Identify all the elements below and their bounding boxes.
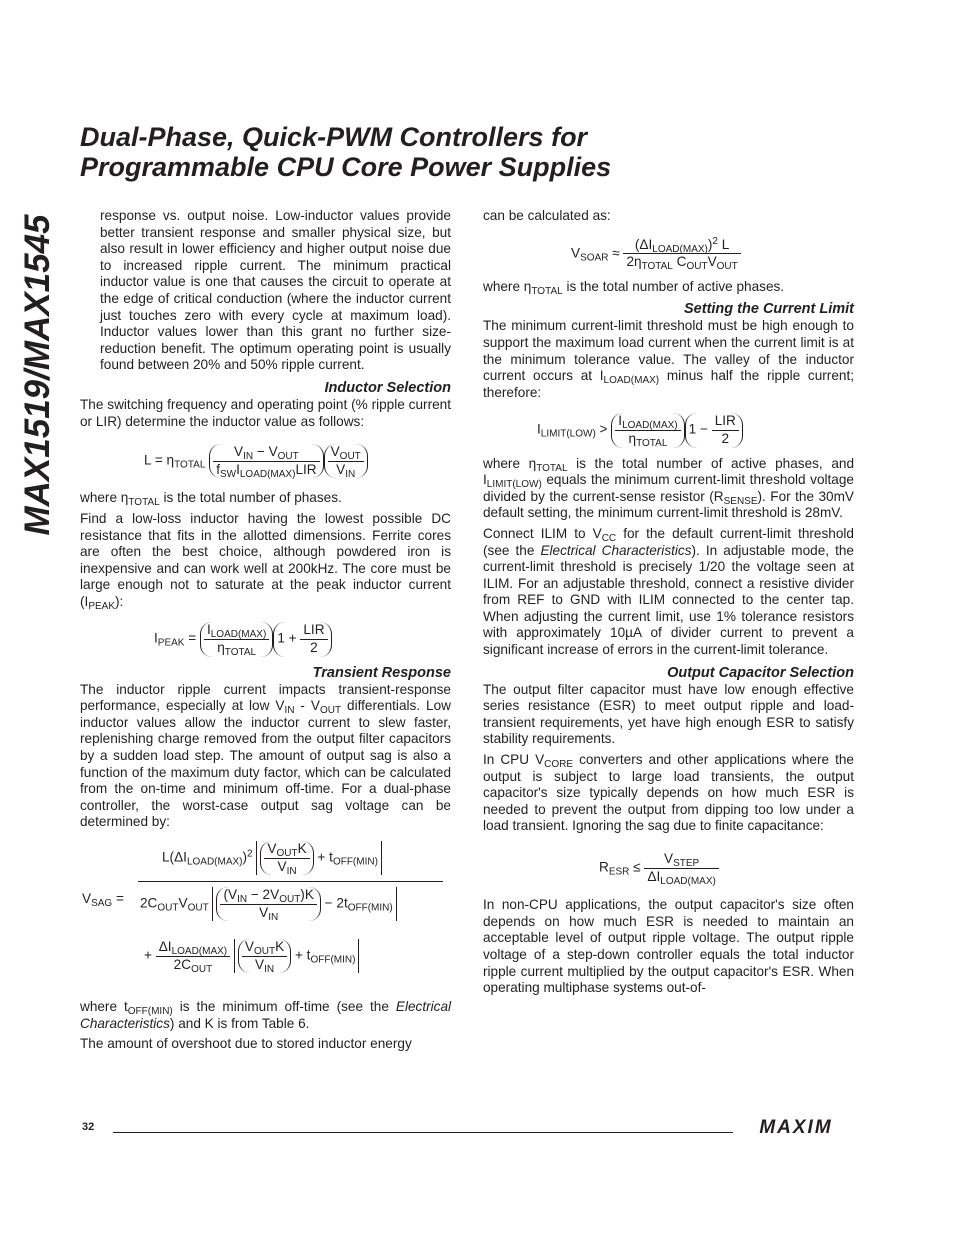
left-column [80, 208, 451, 1057]
heading-inductor-selection: Inductor Selection [324, 379, 451, 396]
footer-rule [113, 1132, 733, 1133]
heading-output-capacitor: Output Capacitor Selection [667, 664, 854, 681]
paragraph: where $\eta_{TOTAL}$ is the total number of active phases. [483, 278, 785, 297]
equation-vsag: $V_{SAG}$ = $L(\Delta I_{LOAD(MAX)})^2$ $\frac{V_{OUT}K}{V_{IN}}$ + $t_{OFF(MIN)}$ $2C_{OUT}V_{OUT}$ $\frac{(V_{IN} - 2V_{OUT})K}{V_{IN}}$ − $2t_{OFF(MIN)}$ + $\frac{\Delta I_{LOAD(MAX)}}{2C_{OUT}}$ $\frac{V_{OUT}K}{V_{IN}}$ + $t_{OFF(MIN)}$ [80, 841, 451, 991]
right-column [483, 208, 854, 1001]
paragraph: In non-CPU applications, the output capacitor's size often depends on how much ESR is needed to maintain an acceptable level of output ripple voltage. The output ripple voltage of a step-down controller equals the total inductor ripple current multiplied by the output capacitor's ESR. When operating multiphase systems out-of- [483, 897, 854, 996]
heading-transient-response: Transient Response [312, 664, 451, 681]
equation-vsoar: $V_{SOAR}$ ≈ $\frac{(\Delta I_{LOAD(MAX)})^2 L}{2\eta_{TOTAL} C_{OUT}V_{OUT}}$ [571, 237, 854, 271]
paragraph: The amount of overshoot due to stored inductor energy [80, 1036, 412, 1052]
maxim-logo-text: MAXIM [759, 1117, 833, 1137]
side-part-number: MAX1519/MAX1545 [18, 214, 57, 536]
page-number: 32 [82, 1121, 95, 1133]
paragraph: can be calculated as: [483, 208, 611, 223]
paragraph: Find a low-loss inductor having the lowest possible DC resistance that fits in the allotted dimensions. Ferrite cores are often the best choice, although powdered iron is inexpensive and can work well at 200kHz. The core must be large enough not to saturate at the peak inductor current $(I_{PEAK})$: [80, 510, 451, 612]
paragraph: The switching frequency and operating point (% ripple current or LIR) determine the inductor value as follows: [80, 396, 451, 429]
paragraph: The minimum current-limit threshold must be high enough to support the maximum load current when the current limit is at the minimum tolerance value. The valley of the inductor current occurs at $I_{LOAD(MAX)}$ minus half the ripple current; therefore: [483, 318, 854, 400]
equation-resr: $R_{ESR}$ ≤ $\frac{V_{STEP}}{\Delta I_{LOAD(MAX)}}$ [599, 851, 854, 885]
heading-current-limit: Setting the Current Limit [684, 301, 854, 318]
paragraph: The output filter capacitor must have low enough effective series resistance (ESR) to meet output ripple and load-transient requirements, yet have high enough ESR to satisfy stability requirements. [483, 681, 854, 747]
maxim-logo [740, 1117, 852, 1137]
equation-inductor: $L = \eta_{TOTAL}$ $\frac{V_{IN} - V_{OUT}}{f_{SW}I_{LOAD(MAX)}LIR}$ $\frac{V_{OUT}}{V_{IN}}$ [144, 444, 451, 478]
paragraph: where $\eta_{TOTAL}$ is the total number of phases. [80, 490, 342, 509]
paragraph: response vs. output noise. Low-inductor values provide better transient response and smaller physical size, but also result in lower efficiency and higher output noise due to increased ripple current. The minimum practical inductor value is one that causes the circuit to operate at the edge of critical conduction (where the inductor current just touches zero with every cycle at maximum load). Inductor values lower than this grant no further size-reduction benefit. The optimum operating point is usually found between 20% and 50% ripple current. [100, 208, 451, 373]
paragraph: where $\eta_{TOTAL}$ is the total number of active phases, and $I_{LIMIT(LOW)}$ equals the minimum current-limit threshold voltage divided by the current-sense resistor $(R_{SENSE})$. For the 30mV default setting, the minimum current-limit threshold is 28mV. [483, 455, 854, 521]
equation-ipeak: $I_{PEAK}$ = $\frac{I_{LOAD(MAX)}}{\eta_{TOTAL}}$ 1 + $\frac{\text{LIR}}{2}$ [154, 622, 451, 656]
paragraph: Connect ILIM to $V_{CC}$ for the default current-limit threshold (see the Electrical Characteristics). In adjustable mode, the current-limit threshold is precisely 1/20 the voltage seen at ILIM. For an adjustable threshold, connect a resistive divider from REF to GND with ILIM connected to the center tap. When adjusting the current limit, use 1% tolerance resistors with approximately 10µA of divider current to prevent a significant increase of errors in the current-limit tolerance. [483, 525, 854, 658]
paragraph: In CPU $V_{CORE}$ converters and other applications where the output is subject to large load transients, the output capacitor's size typically depends on how much ESR is needed to prevent the output from dipping too low under a load transient. Ignoring the sag due to finite capacitance: [483, 752, 854, 834]
equation-ilimit: $I_{LIMIT(LOW)}$ > $\frac{I_{LOAD(MAX)}}{\eta_{TOTAL}}$ 1 − $\frac{\text{LIR}}{2}$ [537, 413, 854, 447]
paragraph: where $t_{OFF(MIN)}$ is the minimum off-time (see the Electrical Characteristics) and K is from Table 6. [80, 999, 452, 1031]
page-title: Dual-Phase, Quick-PWM Controllers for Programmable CPU Core Power Supplies [80, 122, 612, 182]
paragraph: The inductor ripple current impacts transient-response performance, especially at low $V_{IN} - V_{OUT}$ differentials. Low inductor values allow the inductor current to slew faster, replenishing charge removed from the output filter capacitors by a sudden load step. The amount of output sag is also a function of the maximum duty factor, which can be calculated from the on-time and minimum off-time. For a dual-phase controller, the worst-case output sag voltage can be determined by: [80, 681, 451, 830]
